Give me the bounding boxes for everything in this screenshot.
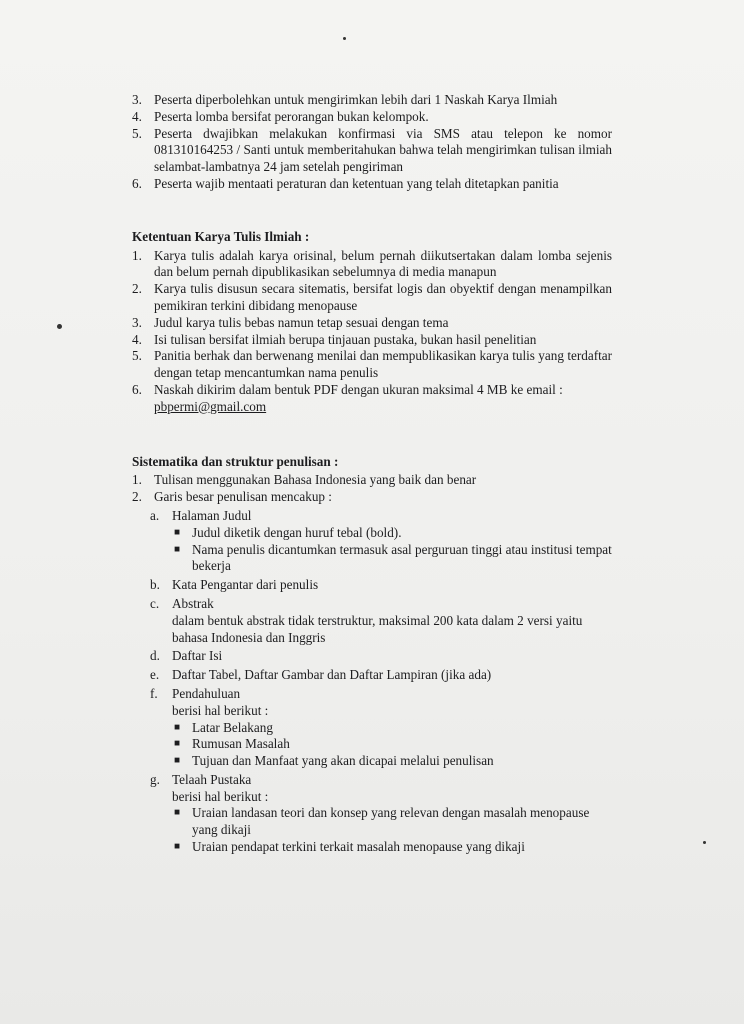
bullet-item: ■ Uraian pendapat terkini terkait masalah menopause yang dikaji bbox=[174, 839, 525, 855]
sublist-item: b. Kata Pengantar dari penulis bbox=[150, 577, 319, 593]
sublist-item: a. Halaman Judul bbox=[150, 507, 252, 523]
sublist-item: c. Abstrak bbox=[150, 595, 214, 611]
list-item: 2. Garis besar penulisan mencakup : bbox=[132, 489, 332, 505]
scan-speck bbox=[703, 841, 706, 844]
section-heading-sistematika: Sistematika dan struktur penulisan : bbox=[132, 453, 339, 469]
list-item: 4. Isi tulisan bersifat ilmiah berupa tinjauan pustaka, bukan hasil penelitian bbox=[132, 331, 537, 347]
bullet-item: ■ Rumusan Masalah bbox=[174, 736, 290, 752]
bullet-item: ■ Nama penulis dicantumkan termasuk asal perguruan tinggi atau institusi tempat bekerja bbox=[174, 541, 612, 574]
list-item: 4. Peserta lomba bersifat perorangan bukan kelompok. bbox=[132, 108, 429, 124]
bullet-icon: ■ bbox=[174, 841, 181, 853]
sublist-item: e. Daftar Tabel, Daftar Gambar dan Daftar Lampiran (jika ada) bbox=[150, 667, 492, 683]
sublist-description: berisi hal berikut : bbox=[172, 788, 269, 804]
bullet-icon: ■ bbox=[174, 738, 181, 750]
document-body bbox=[132, 92, 612, 856]
list-item: 3. Peserta diperbolehkan untuk mengirimkan lebih dari 1 Naskah Karya Ilmiah bbox=[132, 92, 558, 107]
bullet-icon: ■ bbox=[174, 755, 181, 767]
ketentuan-list bbox=[132, 248, 612, 416]
list-item: 5. Peserta dwajibkan melakukan konfirmasi via SMS atau telepon ke nomor 081310164253 / Santi untuk memberitahukan bahwa telah mengirimkan tulisan ilmiah selambat-lambatnya 24 jam setelah pengiriman bbox=[132, 125, 612, 175]
bullet-icon: ■ bbox=[174, 721, 181, 733]
scan-speck bbox=[343, 37, 346, 40]
sublist-item: f. Pendahuluan bbox=[150, 685, 241, 701]
list-item: 5. Panitia berhak dan berwenang menilai dan mempublikasikan karya tulis yang terdaftar dengan tetap mencantumkan nama penulis bbox=[132, 348, 612, 381]
section-heading-ketentuan: Ketentuan Karya Tulis Ilmiah : bbox=[132, 228, 310, 244]
list-item: 1. Karya tulis adalah karya orisinal, belum pernah diikutsertakan dalam lomba sejenis dan belum pernah dipublikasikan sebelumnya di media manapun bbox=[132, 247, 612, 280]
sublist-item: d. Daftar Isi bbox=[150, 648, 223, 664]
email-link[interactable]: pbpermi@gmail.com bbox=[154, 398, 267, 414]
list-item: 1. Tulisan menggunakan Bahasa Indonesia yang baik dan benar bbox=[132, 472, 477, 488]
bullet-item: ■ Judul diketik dengan huruf tebal (bold). bbox=[174, 524, 402, 540]
sublist-description: dalam bentuk abstrak tidak terstruktur, maksimal 200 kata dalam 2 versi yaitu bahasa Indonesia dan Inggris bbox=[172, 612, 583, 645]
scan-speck bbox=[57, 324, 62, 329]
list-item: 6. Naskah dikirim dalam bentuk PDF dengan ukuran maksimal 4 MB ke email : pbpermi@gmail.com bbox=[132, 382, 612, 416]
bullet-item: ■ Uraian landasan teori dan konsep yang relevan dengan masalah menopause yang dikaji bbox=[174, 805, 590, 838]
list-item: 3. Judul karya tulis bebas namun tetap sesuai dengan tema bbox=[132, 314, 449, 330]
bullet-item: ■ Latar Belakang bbox=[174, 719, 273, 735]
bullet-icon: ■ bbox=[174, 543, 181, 555]
sublist-description: berisi hal berikut : bbox=[172, 702, 269, 718]
list-item: 6. Peserta wajib mentaati peraturan dan ketentuan yang telah ditetapkan panitia bbox=[132, 175, 559, 191]
bullet-item: ■ Tujuan dan Manfaat yang akan dicapai melalui penulisan bbox=[174, 753, 494, 769]
bullet-icon: ■ bbox=[174, 807, 181, 819]
participant-rules-list bbox=[132, 92, 612, 193]
list-item: 2. Karya tulis disusun secara sitematis, bersifat logis dan obyektif dengan menampilkan pemikiran terkini dibidang menopause bbox=[132, 281, 612, 313]
sublist-item: g. Telaah Pustaka bbox=[150, 771, 252, 787]
bullet-icon: ■ bbox=[174, 526, 181, 538]
sistematika-list bbox=[132, 472, 612, 856]
